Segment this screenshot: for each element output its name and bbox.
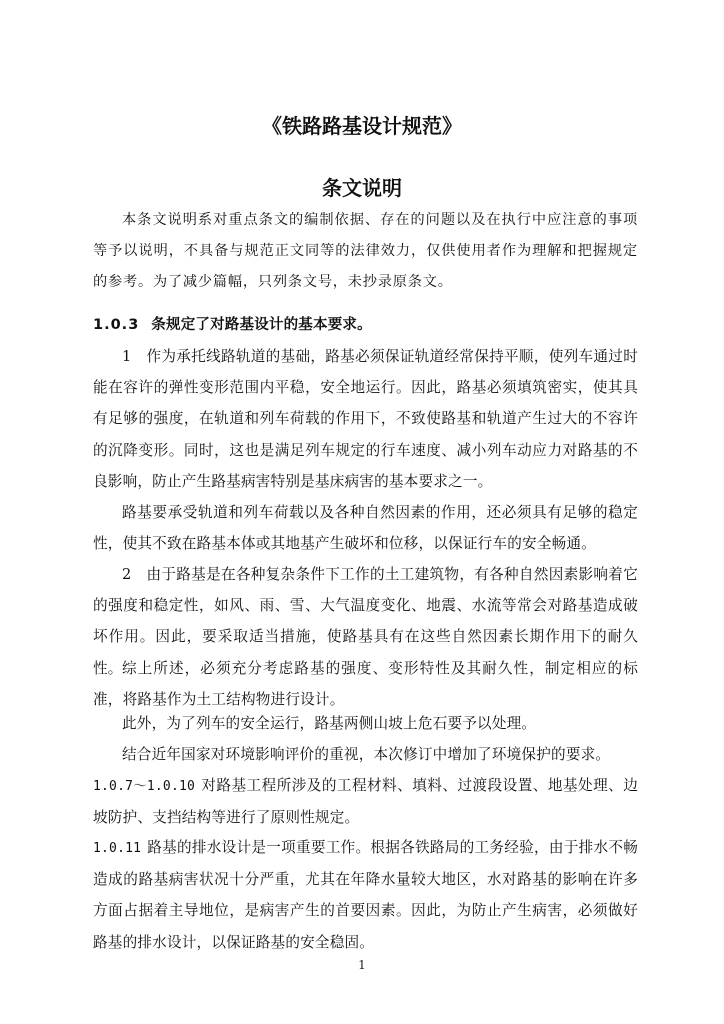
- paragraph-7-text: 对路基工程所涉及的工程材料、填料、过渡段设置、地基处理、边坡防护、支挡结构等进行了原则性规定。: [93, 777, 638, 827]
- clause-number: 1.0.11: [93, 841, 142, 856]
- paragraph-7: [93, 770, 638, 833]
- paragraph-1: 1 作为承托线路轨道的基础，路基必须保证轨道经常保持平顺，使列车通过时能在容许的弹性变形范围内平稳，安全地运行。因此，路基必须填筑密实，使其具有足够的强度，在轨道和列车荷载的作用下，不致使路基和轨道产生过大的不容许的沉降变形。同时，这也是满足列车规定的行车速度、减小列车动应力对路基的不良影响，防止产生路基病害特别是基床病害的基本要求之一。: [93, 348, 638, 490]
- paragraph-8-text: 路基的排水设计是一项重要工作。根据各铁路局的工务经验，由于排水不畅造成的路基病害状况十分严重，尤其在年降水量较大地区，水对路基的影响在许多方面占据着主导地位，是病害产生的首要因素。因此，为防止产生病害，必须做好路基的排水设计，以保证路基的安全稳固。: [93, 839, 638, 951]
- paragraph-4: 综上所述，必须充分考虑路基的强度、变形特性及其耐久性，制定相应的标准，将路基作为土工结构物进行设计。: [93, 660, 638, 709]
- paragraph-5: 此外，为了列车的安全运行，路基两侧山坡上危石要予以处理。: [122, 715, 537, 732]
- page-number: 1: [358, 958, 366, 972]
- section-number: 1.0.3: [93, 317, 140, 333]
- paragraph-6: 结合近年国家对环境影响评价的重视，本次修订中增加了环境保护的要求。: [122, 746, 611, 763]
- section-heading-text: 条规定了对路基设计的基本要求。: [151, 317, 372, 333]
- paragraph-2: 路基要承受轨道和列车荷载以及各种自然因素的作用，还必须具有足够的稳定性，使其不致在路基本体或其地基产生破坏和位移，以保证行车的安全畅通。: [93, 504, 638, 553]
- intro-paragraph: 本条文说明系对重点条文的编制依据、存在的问题以及在执行中应注意的事项等予以说明，不具备与规范正文同等的法律效力，仅供使用者作为理解和把握规定的参考。为了减少篇幅，只列条文号，未抄录原条文。: [93, 212, 638, 290]
- paragraph-3: 2 由于路基是在各种复杂条件下工作的土工建筑物，有各种自然因素影响着它的强度和稳定性，如风、雨、雪、大气温度变化、地震、水流等常会对路基造成破坏作用。因此，要采取适当措施，使路基具有在这些自然因素长期作用下的耐久性。: [93, 566, 638, 677]
- document-title: 《铁路路基设计规范》: [262, 114, 462, 138]
- document-subtitle: 条文说明: [322, 176, 402, 200]
- clause-number: 1.0.7～1.0.10: [93, 779, 196, 794]
- section-heading: [93, 310, 638, 341]
- paragraph-8: [93, 832, 638, 958]
